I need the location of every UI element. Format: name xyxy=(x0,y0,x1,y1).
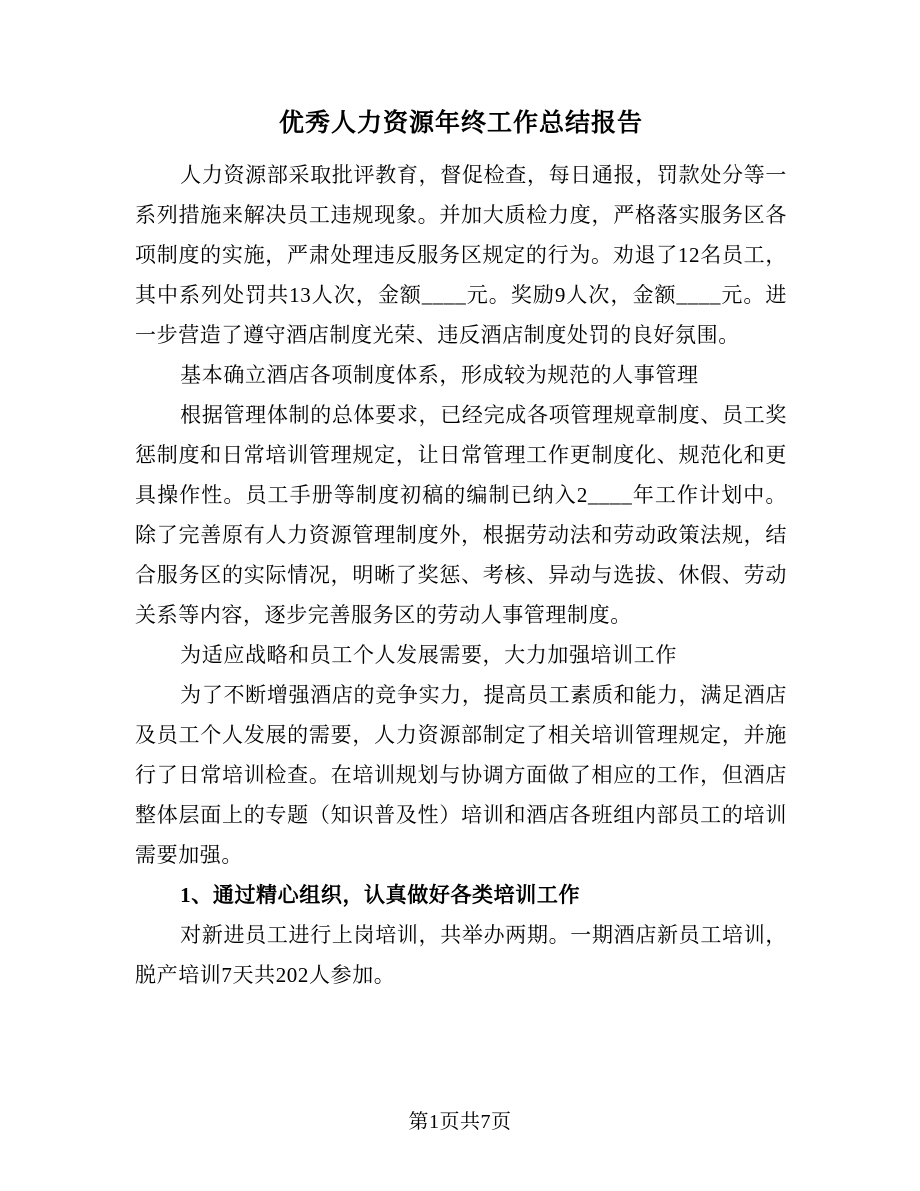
paragraph-training-need: 为适应战略和员工个人发展需要，大力加强培训工作 xyxy=(180,643,677,667)
paragraph-new-employee-training: 对新进员工进行上岗培训，共举办两期。一期酒店新员工培训，脱产培训7天共202人参加。 xyxy=(135,923,787,987)
document-title: 优秀人力资源年终工作总结报告 xyxy=(278,110,643,137)
page-number-footer: 第1页共7页 xyxy=(408,1111,512,1133)
paragraph-training-work: 为了不断增强酒店的竞争实力，提高员工素质和能力，满足酒店及员工个人发展的需要，人力资源部制定了相关培训管理规定，并施行了日常培训检查。在培训规划与协调方面做了相应的工作，但酒店整体层面上的专题（知识普及性）培训和酒店各班组内部员工的培训需要加强。 xyxy=(135,683,787,867)
section-heading-training: 1、通过精心组织，认真做好各类培训工作 xyxy=(180,883,581,907)
paragraph-system-established: 基本确立酒店各项制度体系，形成较为规范的人事管理 xyxy=(180,363,699,387)
paragraph-hr-measures: 人力资源部采取批评教育，督促检查，每日通报，罚款处分等一系列措施来解决员工违规现象。并加大质检力度，严格落实服务区各项制度的实施，严肃处理违反服务区规定的行为。劝退了12名员工，其中系列处罚共13人次，金额____元。奖励9人次，金额____元。进一步营造了遵守酒店制度光荣、违反酒店制度处罚的良好氛围。 xyxy=(135,163,787,347)
document-body xyxy=(135,103,787,995)
paragraph-management-rules: 根据管理体制的总体要求，已经完成各项管理规章制度、员工奖惩制度和日常培训管理规定，让日常管理工作更制度化、规范化和更具操作性。员工手册等制度初稿的编制已纳入2____年工作计划中。除了完善原有人力资源管理制度外，根据劳动法和劳动政策法规，结合服务区的实际情况，明晰了奖惩、考核、异动与选拔、休假、劳动关系等内容，逐步完善服务区的劳动人事管理制度。 xyxy=(135,403,787,627)
